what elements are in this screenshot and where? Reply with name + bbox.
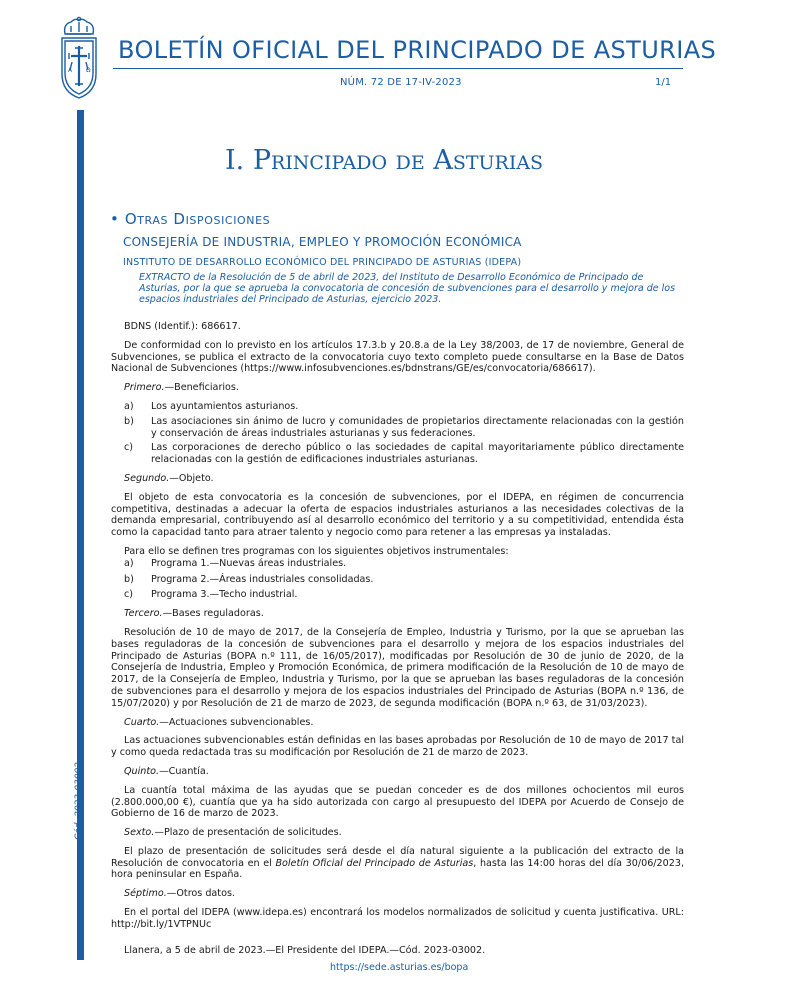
- document-body: [111, 321, 684, 956]
- list-item: b) Las asociaciones sin ánimo de lucro y comunidades de propietarios directamente relacionadas con la gestión y conservación de áreas industriales asturianas y sus federaciones.: [124, 415, 684, 439]
- article-heading-cuarto: Cuarto.—Actuaciones subvencionables.: [124, 716, 314, 728]
- bases-paragraph: Resolución de 10 de mayo de 2017, de la Consejería de Empleo, Industria y Turismo, por la que se aprueban las bases reguladoras de la concesión de subvenciones para el desarrollo y mejora de los espacios industriales del Principado de Asturias (BOPA n.º 111, de 16/05/2017), modificadas por Resolución de 30 de junio de 2020, de la Consejería de Industria, Empleo y Promoción Económica, de primera modificación de la Resolución de 10 de mayo de 2017, de la Consejería de Empleo, Industria y Turismo, por la que se aprueban las bases reguladoras de la concesión de subvenciones para el desarrollo y mejora de los espacios industriales del Principado de Asturias (BOPA n.º 136, de 15/07/2020) y por Resolución de 21 de marzo de 2023, de segunda modificación (BOPA n.º 63, de 31/03/2023).: [111, 626, 684, 709]
- header-divider: [113, 68, 683, 69]
- amount-paragraph: La cuantía total máxima de las ayudas que se puedan conceder es de dos millones ochocientos mil euros (2.800.000,00 €), cuantía que ya ha sido autorizada con cargo al presupuesto del IDEPA por Acuerdo de Consejo de Gobierno de 16 de marzo de 2023.: [111, 784, 684, 820]
- list-item: b) Programa 2.—Áreas industriales consolidadas.: [124, 573, 374, 585]
- svg-text:Ω: Ω: [86, 67, 91, 74]
- asturias-coat-of-arms-icon: [57, 16, 101, 100]
- issue-number: NÚM. 72 DE 17-IV-2023: [340, 77, 462, 88]
- article-heading-septimo: Séptimo.—Otros datos.: [124, 888, 235, 900]
- svg-text:A: A: [68, 67, 73, 74]
- institute-name: INSTITUTO DE DESARROLLO ECONÓMICO DEL PRINCIPADO DE ASTURIAS (IDEPA): [123, 257, 522, 268]
- bulletin-title: BOLETÍN OFICIAL DEL PRINCIPADO DE ASTURIAS: [118, 36, 717, 64]
- other-data-paragraph: En el portal del IDEPA (www.idepa.es) encontrará los modelos normalizados de solicitud y cuenta justificativa. URL: http://bit.ly/1VTPNUc: [111, 907, 684, 930]
- section-title: I. Principado de Asturias: [225, 145, 544, 176]
- page-number: 1/1: [655, 77, 672, 88]
- list-item: a) Programa 1.—Nuevas áreas industriales.: [124, 557, 347, 569]
- document-code-vertical: Cód. 2023-03002: [74, 761, 84, 840]
- objective-paragraph: El objeto de esta convocatoria es la concesión de subvenciones, por el IDEPA, en régimen de concurrencia competitiva, destinadas a adecuar la oferta de espacios industriales asturianos a las necesidades colectivas de la demanda empresarial, contribuyendo así al desarrollo económico del territorio y a su competitividad, entendida ésta como la capacidad tanto para atraer talento y negocio como para retener a las empresas ya instaladas.: [111, 491, 684, 539]
- article-heading-primero: Primero.—Beneficiarios.: [124, 382, 239, 394]
- article-heading-tercero: Tercero.—Bases reguladoras.: [124, 608, 264, 620]
- programs-intro: Para ello se definen tres programas con los siguientes objetivos instrumentales:: [124, 545, 509, 557]
- department-name: CONSEJERÍA DE INDUSTRIA, EMPLEO Y PROMOCIÓN ECONÓMICA: [123, 235, 522, 249]
- subsection-title: • Otras Disposiciones: [110, 210, 271, 228]
- bdns-id: BDNS (Identif.): 686617.: [124, 321, 241, 332]
- list-item: a) Los ayuntamientos asturianos.: [124, 400, 299, 412]
- intro-paragraph: De conformidad con lo previsto en los artículos 17.3.b y 20.8.a de la Ley 38/2003, de 17 de noviembre, General de Subvenciones, se publica el extracto de la convocatoria cuyo texto completo puede consultarse en la Base de Datos Nacional de Subvenciones (https://www.infosubvenciones.es/bdnstrans/GE/es/convocatoria/686617).: [111, 339, 684, 375]
- article-heading-quinto: Quinto.—Cuantía.: [124, 765, 209, 777]
- footer-link[interactable]: https://sede.asturias.es/bopa: [330, 962, 469, 973]
- deadline-paragraph: El plazo de presentación de solicitudes será desde el día natural siguiente a la publicación del extracto de la Resolución de convocatoria en el Boletín Oficial del Principado de Asturias, hasta las 14:00 horas del día 30/06/2023, hora peninsular en España.: [111, 845, 684, 881]
- article-heading-sexto: Sexto.—Plazo de presentación de solicitudes.: [124, 827, 342, 839]
- list-item: c) Programa 3.—Techo industrial.: [124, 589, 298, 601]
- summary-heading: EXTRACTO de la Resolución de 5 de abril de 2023, del Instituto de Desarrollo Económico de Principado de Asturias, por la que se aprueba la convocatoria de concesión de subvenciones para el desarrollo y mejora de los espacios industriales del Principado de Asturias, ejercicio 2023.: [139, 272, 676, 305]
- actions-paragraph: Las actuaciones subvencionables están definidas en las bases aprobadas por Resolución de 10 de mayo de 2017 tal y como queda redactada tras su modificación por Resolución de 21 de marzo de 2023.: [111, 735, 684, 759]
- article-heading-segundo: Segundo.—Objeto.: [124, 472, 214, 484]
- closing-signature: Llanera, a 5 de abril de 2023.—El Presidente del IDEPA.—Cód. 2023-03002.: [124, 944, 486, 956]
- list-item: c) Las corporaciones de derecho público o las sociedades de capital mayoritariamente público directamente relacionadas con la gestión de edificaciones industriales asturianas.: [124, 442, 684, 466]
